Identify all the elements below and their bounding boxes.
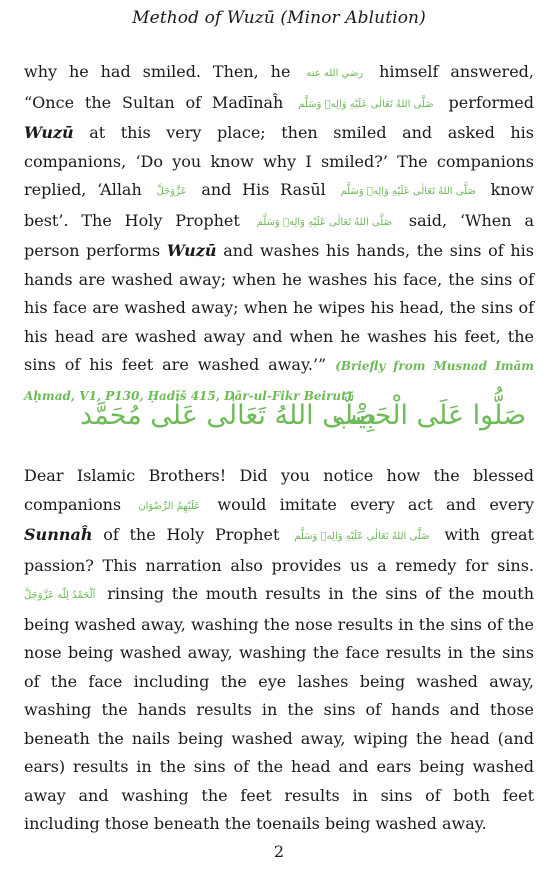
text-segment: said, ‘When a person performs xyxy=(24,210,534,260)
arabic-honorific-azza-wa-jal: عَزَّوَجَلَّ xyxy=(156,186,187,197)
hadith-reference: (Briefly from Musnad Imām Aḥmad, V1, P130, Ḥadīš 415, Dār-ul-Fikr Beirut) xyxy=(24,359,534,403)
text-segment: with great passion? This narration also provides us a remedy for sins. xyxy=(24,525,534,575)
term-sunnah: Sunnaĥ xyxy=(24,525,93,544)
arabic-honorific-salla: صَلَّى اللهُ تَعَالٰى عَلَيْهِ وَالِهٖ وَسَلَّم xyxy=(256,216,393,228)
arabic-honorific-alayhim-ridwan: عَلَيْهِمُ الرِّضْوَان xyxy=(138,500,201,512)
text-segment: and washes his hands, the sins of his hands are washed away; when he washes his face, the sins of his face are washed away; when he wipes his head, the sins of his head are washed away and when he washes his feet, the sins of his feet are washed away.’” xyxy=(24,241,535,374)
text-segment: why he had smiled. Then, he xyxy=(24,62,291,81)
running-header: Method of Wuzū (Minor Ablution) xyxy=(132,8,426,28)
page-number: 2 xyxy=(273,842,285,861)
arabic-honorific-salla: صَلَّى اللهُ تَعَالٰى عَلَيْهِ وَالِهٖ وَسَلَّم xyxy=(298,98,434,110)
salawat-line xyxy=(0,394,558,450)
text-segment: know best’. The Holy Prophet xyxy=(24,180,534,230)
paragraph-narration xyxy=(24,58,534,410)
text-segment: of the Holy Prophet xyxy=(103,525,280,544)
term-wuzu: Wuzū xyxy=(24,123,74,142)
text-segment: himself answered, “Once the Sultan of Madīnaĥ xyxy=(24,62,534,112)
text-segment: at this very place; then smiled and asked his companions, ‘Do you know why I smiled?’ The companions replied, ‘Allah xyxy=(24,123,535,199)
text-segment: would imitate every act and every xyxy=(217,494,534,514)
arabic-honorific-salla: صَلَّى اللهُ تَعَالٰى عَلَيْهِ وَالِهٖ وَسَلَّم xyxy=(340,186,476,197)
text-segment: and His Rasūl xyxy=(201,180,326,199)
text-segment: Dear Islamic Brothers! Did you notice how the blessed companions xyxy=(24,466,534,514)
arabic-honorific-radiyallah: رضي الله عنه xyxy=(306,68,364,79)
arabic-honorific-salla: صَلَّى اللهُ تَعَالٰى عَلَيْهِ وَالِهٖ وَسَلَّم xyxy=(294,531,430,542)
salawat-response: صَلَّى اللهُ تَعَالٰى عَلٰى مُحَمَّد xyxy=(80,400,377,431)
term-wuzu: Wuzū xyxy=(166,241,217,260)
text-segment: rinsing the mouth results in the sins of the mouth being washed away, washing the nose results in the sins of the nose being washed away, washing the face results in the sins of the face including the eye lashes being washed away, washing the hands results in the sins of hands and those beneath the nails being washed away, wiping the head (and ears) results in the sins of the head and ears being washed away and washing the feet results in sins of both feet including those beneath the toenails being washed away. xyxy=(24,584,534,833)
arabic-alhamdulillah: اَلْحَمْدُ لِلّٰه عَزَّوَجَلَّ xyxy=(24,590,96,601)
salawat-ala-al-habib: صَلُّوا عَلَى الْحَبِيْب xyxy=(332,400,526,431)
paragraph-commentary xyxy=(24,462,534,839)
text-segment: performed xyxy=(448,92,534,112)
